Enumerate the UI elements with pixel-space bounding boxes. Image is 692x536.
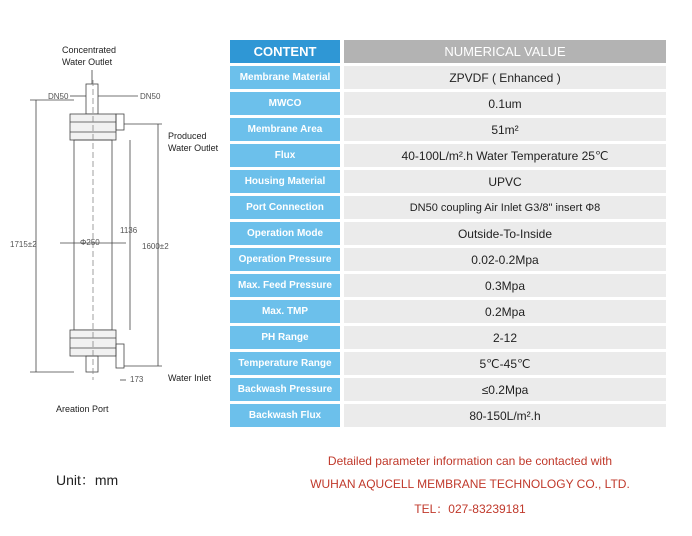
port-spacing-dim: 1600±2 — [142, 242, 169, 251]
aeration-port-pipe — [86, 356, 98, 372]
row-value: 0.3Mpa — [344, 274, 666, 297]
table-row — [230, 118, 666, 141]
row-value: 40-100L/m².h Water Temperature 25℃ — [344, 144, 666, 167]
bottom-offset-dim: 173 — [130, 375, 144, 384]
row-value: DN50 coupling Air Inlet G3/8" insert Φ8 — [344, 196, 666, 219]
row-value: 2-12 — [344, 326, 666, 349]
table-row — [230, 248, 666, 271]
contact-line-1: Detailed parameter information can be contacted with — [327, 454, 613, 468]
telephone: TEL：027-83239181 — [414, 502, 526, 516]
row-label: Membrane Area — [230, 118, 340, 141]
header-content: CONTENT — [230, 40, 340, 63]
water-inlet-pipe — [116, 344, 124, 368]
company-name: WUHAN AQUCELL MEMBRANE TECHNOLOGY CO., LTD. — [310, 477, 630, 491]
row-label: Flux — [230, 144, 340, 167]
row-label: Backwash Flux — [230, 404, 340, 427]
water-inlet-label: Water Inlet — [168, 373, 212, 383]
row-value: 0.2Mpa — [344, 300, 666, 323]
row-label: Temperature Range — [230, 352, 340, 375]
spec-table — [230, 40, 666, 430]
inner-length-dim: 1136 — [120, 226, 138, 235]
table-row — [230, 378, 666, 401]
row-value: 0.1um — [344, 92, 666, 115]
row-label: Backwash Pressure — [230, 378, 340, 401]
dn50-right-dim: DN50 — [140, 92, 161, 101]
row-value: Outside-To-Inside — [344, 222, 666, 245]
produced-outlet-label: Produced Water Outlet — [168, 131, 219, 153]
row-label: Operation Mode — [230, 222, 340, 245]
row-value: ≤0.2Mpa — [344, 378, 666, 401]
row-value: UPVC — [344, 170, 666, 193]
table-row — [230, 404, 666, 427]
aeration-port-label: Areation Port — [56, 404, 109, 414]
table-row — [230, 222, 666, 245]
produced-outlet-pipe — [116, 114, 124, 130]
dn50-left-dim: DN50 — [48, 92, 69, 101]
row-value: 51m² — [344, 118, 666, 141]
table-header — [230, 40, 666, 63]
row-label: Housing Material — [230, 170, 340, 193]
unit-label: Unit：mm — [56, 472, 119, 488]
total-length-dim: 1715±2 — [10, 240, 37, 249]
row-value: ZPVDF ( Enhanced ) — [344, 66, 666, 89]
table-row — [230, 170, 666, 193]
top-outlet-pipe — [86, 84, 98, 114]
concentrated-outlet-label: Concentrated Water Outlet — [62, 45, 117, 67]
diameter-dim: Φ250 — [80, 238, 100, 247]
table-row — [230, 352, 666, 375]
table-row — [230, 66, 666, 89]
table-row — [230, 144, 666, 167]
row-label: MWCO — [230, 92, 340, 115]
table-row — [230, 300, 666, 323]
table-row — [230, 196, 666, 219]
row-value: 5℃-45℃ — [344, 352, 666, 375]
header-value: NUMERICAL VALUE — [344, 40, 666, 63]
row-label: PH Range — [230, 326, 340, 349]
row-label: Port Connection — [230, 196, 340, 219]
row-label: Membrane Material — [230, 66, 340, 89]
row-value: 80-150L/m².h — [344, 404, 666, 427]
table-row — [230, 92, 666, 115]
table-row — [230, 274, 666, 297]
row-label: Max. Feed Pressure — [230, 274, 340, 297]
row-label: Operation Pressure — [230, 248, 340, 271]
row-label: Max. TMP — [230, 300, 340, 323]
table-row — [230, 326, 666, 349]
row-value: 0.02-0.2Mpa — [344, 248, 666, 271]
